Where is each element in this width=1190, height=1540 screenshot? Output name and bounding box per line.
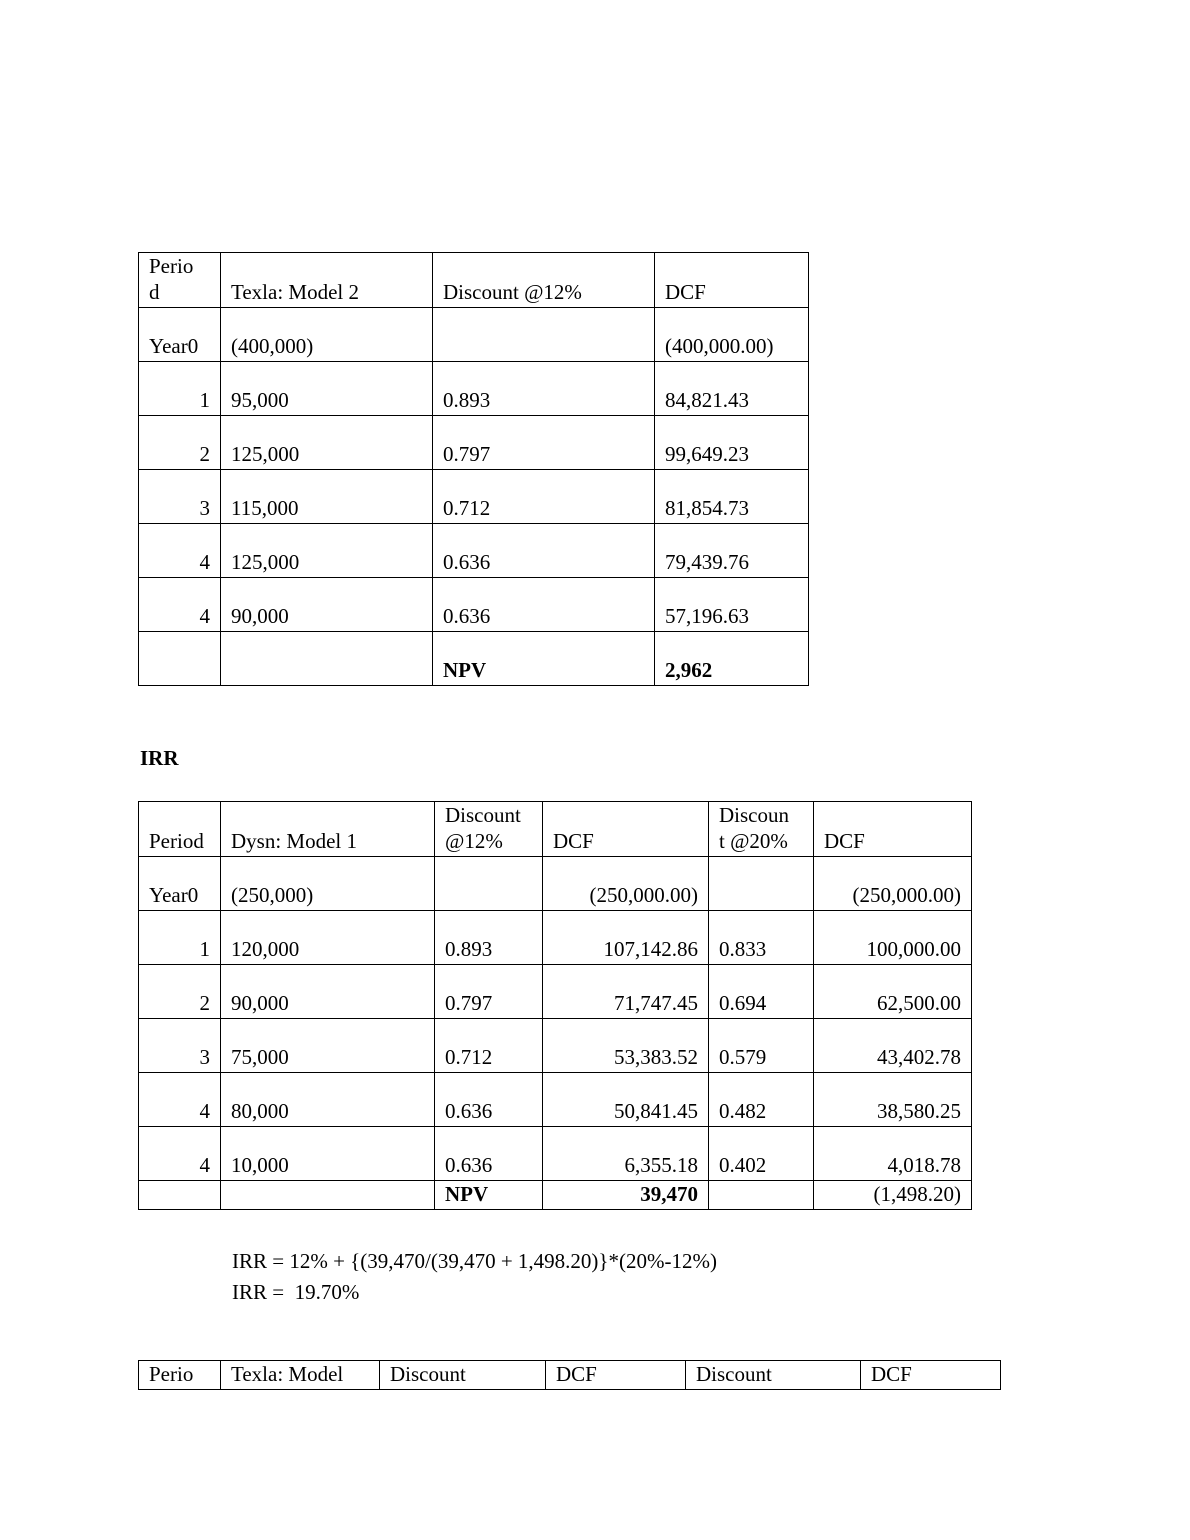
cell-discount-20: 0.579 xyxy=(709,1019,814,1073)
table-row xyxy=(139,362,809,416)
cell-period: 2 xyxy=(139,416,221,470)
texla-model-table-partial xyxy=(138,1360,1001,1390)
cell-period: 1 xyxy=(139,911,221,965)
cell-discount-12: 0.893 xyxy=(435,911,543,965)
header-dcf: DCF xyxy=(655,253,809,308)
npv-label: NPV xyxy=(433,632,655,686)
cell-discount: 0.893 xyxy=(433,362,655,416)
cell-discount-20: 0.833 xyxy=(709,911,814,965)
cell-discount-12: 0.636 xyxy=(435,1073,543,1127)
cell-dcf: 81,854.73 xyxy=(655,470,809,524)
npv-value-12: 39,470 xyxy=(543,1181,709,1210)
cell-empty xyxy=(709,1181,814,1210)
table-row xyxy=(139,1073,972,1127)
cell-cashflow: 125,000 xyxy=(221,524,433,578)
header-texla-model: Texla: Model xyxy=(221,1361,380,1390)
header-dcf-12: DCF xyxy=(543,802,709,857)
cell-dcf-12: 107,142.86 xyxy=(543,911,709,965)
table-row xyxy=(139,857,972,911)
cell-dcf: (400,000.00) xyxy=(655,308,809,362)
npv-row xyxy=(139,632,809,686)
header-period: Period xyxy=(139,802,221,857)
cell-cashflow: 80,000 xyxy=(221,1073,435,1127)
cell-dcf-12: 71,747.45 xyxy=(543,965,709,1019)
cell-dcf: 79,439.76 xyxy=(655,524,809,578)
cell-discount-20: 0.482 xyxy=(709,1073,814,1127)
cell-discount-20 xyxy=(709,857,814,911)
table-row xyxy=(139,911,972,965)
irr-formula: IRR = 12% + {(39,470/(39,470 + 1,498.20)}*(20%-12%) xyxy=(232,1249,717,1273)
table-row xyxy=(139,1019,972,1073)
cell-dcf-20: (250,000.00) xyxy=(814,857,972,911)
table-header-row xyxy=(139,802,972,857)
cell-period: 3 xyxy=(139,470,221,524)
cell-dcf-20: 62,500.00 xyxy=(814,965,972,1019)
cell-dcf-12: (250,000.00) xyxy=(543,857,709,911)
header-discount: Discount xyxy=(380,1361,546,1390)
dysn-model-1-table xyxy=(138,801,972,1210)
cell-dcf: 84,821.43 xyxy=(655,362,809,416)
header-period: Perio d xyxy=(139,253,221,308)
cell-discount-12 xyxy=(435,857,543,911)
table-row xyxy=(139,416,809,470)
cell-period: 4 xyxy=(139,578,221,632)
table-header-row xyxy=(139,1361,1001,1390)
cell-period: 4 xyxy=(139,1127,221,1181)
header-dcf: DCF xyxy=(861,1361,1001,1390)
npv-value-20: (1,498.20) xyxy=(814,1181,972,1210)
cell-discount-20: 0.402 xyxy=(709,1127,814,1181)
table-row xyxy=(139,524,809,578)
cell-dcf: 57,196.63 xyxy=(655,578,809,632)
cell-dcf-20: 4,018.78 xyxy=(814,1127,972,1181)
cell-period: Year0 xyxy=(139,308,221,362)
header-dcf-20: DCF xyxy=(814,802,972,857)
table-row xyxy=(139,578,809,632)
header-dcf: DCF xyxy=(546,1361,686,1390)
cell-cashflow: 75,000 xyxy=(221,1019,435,1073)
cell-empty xyxy=(221,1181,435,1210)
header-discount-20: Discoun t @20% xyxy=(709,802,814,857)
cell-discount-12: 0.636 xyxy=(435,1127,543,1181)
irr-result: IRR = 19.70% xyxy=(232,1280,360,1304)
cell-dcf: 99,649.23 xyxy=(655,416,809,470)
cell-discount: 0.797 xyxy=(433,416,655,470)
header-discount-12: Discount @12% xyxy=(433,253,655,308)
cell-cashflow: 10,000 xyxy=(221,1127,435,1181)
cell-period: 1 xyxy=(139,362,221,416)
cell-cashflow: 95,000 xyxy=(221,362,433,416)
table-row xyxy=(139,965,972,1019)
cell-cashflow: (250,000) xyxy=(221,857,435,911)
header-discount-12: Discount @12% xyxy=(435,802,543,857)
npv-label: NPV xyxy=(435,1181,543,1210)
header-discount: Discount xyxy=(686,1361,861,1390)
cell-cashflow: 125,000 xyxy=(221,416,433,470)
cell-cashflow: 115,000 xyxy=(221,470,433,524)
cell-discount-12: 0.797 xyxy=(435,965,543,1019)
table-header-row xyxy=(139,253,809,308)
cell-cashflow: 90,000 xyxy=(221,578,433,632)
cell-cashflow: (400,000) xyxy=(221,308,433,362)
table-row xyxy=(139,308,809,362)
cell-discount: 0.636 xyxy=(433,578,655,632)
cell-discount-20: 0.694 xyxy=(709,965,814,1019)
cell-dcf-20: 43,402.78 xyxy=(814,1019,972,1073)
cell-period: 4 xyxy=(139,1073,221,1127)
cell-dcf-12: 50,841.45 xyxy=(543,1073,709,1127)
cell-dcf-12: 6,355.18 xyxy=(543,1127,709,1181)
table-row xyxy=(139,470,809,524)
irr-heading: IRR xyxy=(140,746,179,770)
cell-cashflow: 90,000 xyxy=(221,965,435,1019)
header-texla-model-2: Texla: Model 2 xyxy=(221,253,433,308)
cell-empty xyxy=(139,1181,221,1210)
header-dysn-model-1: Dysn: Model 1 xyxy=(221,802,435,857)
cell-empty xyxy=(139,632,221,686)
cell-discount xyxy=(433,308,655,362)
cell-period: 4 xyxy=(139,524,221,578)
cell-dcf-20: 38,580.25 xyxy=(814,1073,972,1127)
cell-period: Year0 xyxy=(139,857,221,911)
cell-cashflow: 120,000 xyxy=(221,911,435,965)
cell-dcf-12: 53,383.52 xyxy=(543,1019,709,1073)
table-row xyxy=(139,1127,972,1181)
npv-row xyxy=(139,1181,972,1210)
cell-dcf-20: 100,000.00 xyxy=(814,911,972,965)
npv-value: 2,962 xyxy=(655,632,809,686)
cell-discount: 0.712 xyxy=(433,470,655,524)
cell-discount: 0.636 xyxy=(433,524,655,578)
texla-model-2-table xyxy=(138,252,809,686)
header-period: Perio xyxy=(139,1361,221,1390)
cell-empty xyxy=(221,632,433,686)
cell-discount-12: 0.712 xyxy=(435,1019,543,1073)
cell-period: 2 xyxy=(139,965,221,1019)
cell-period: 3 xyxy=(139,1019,221,1073)
